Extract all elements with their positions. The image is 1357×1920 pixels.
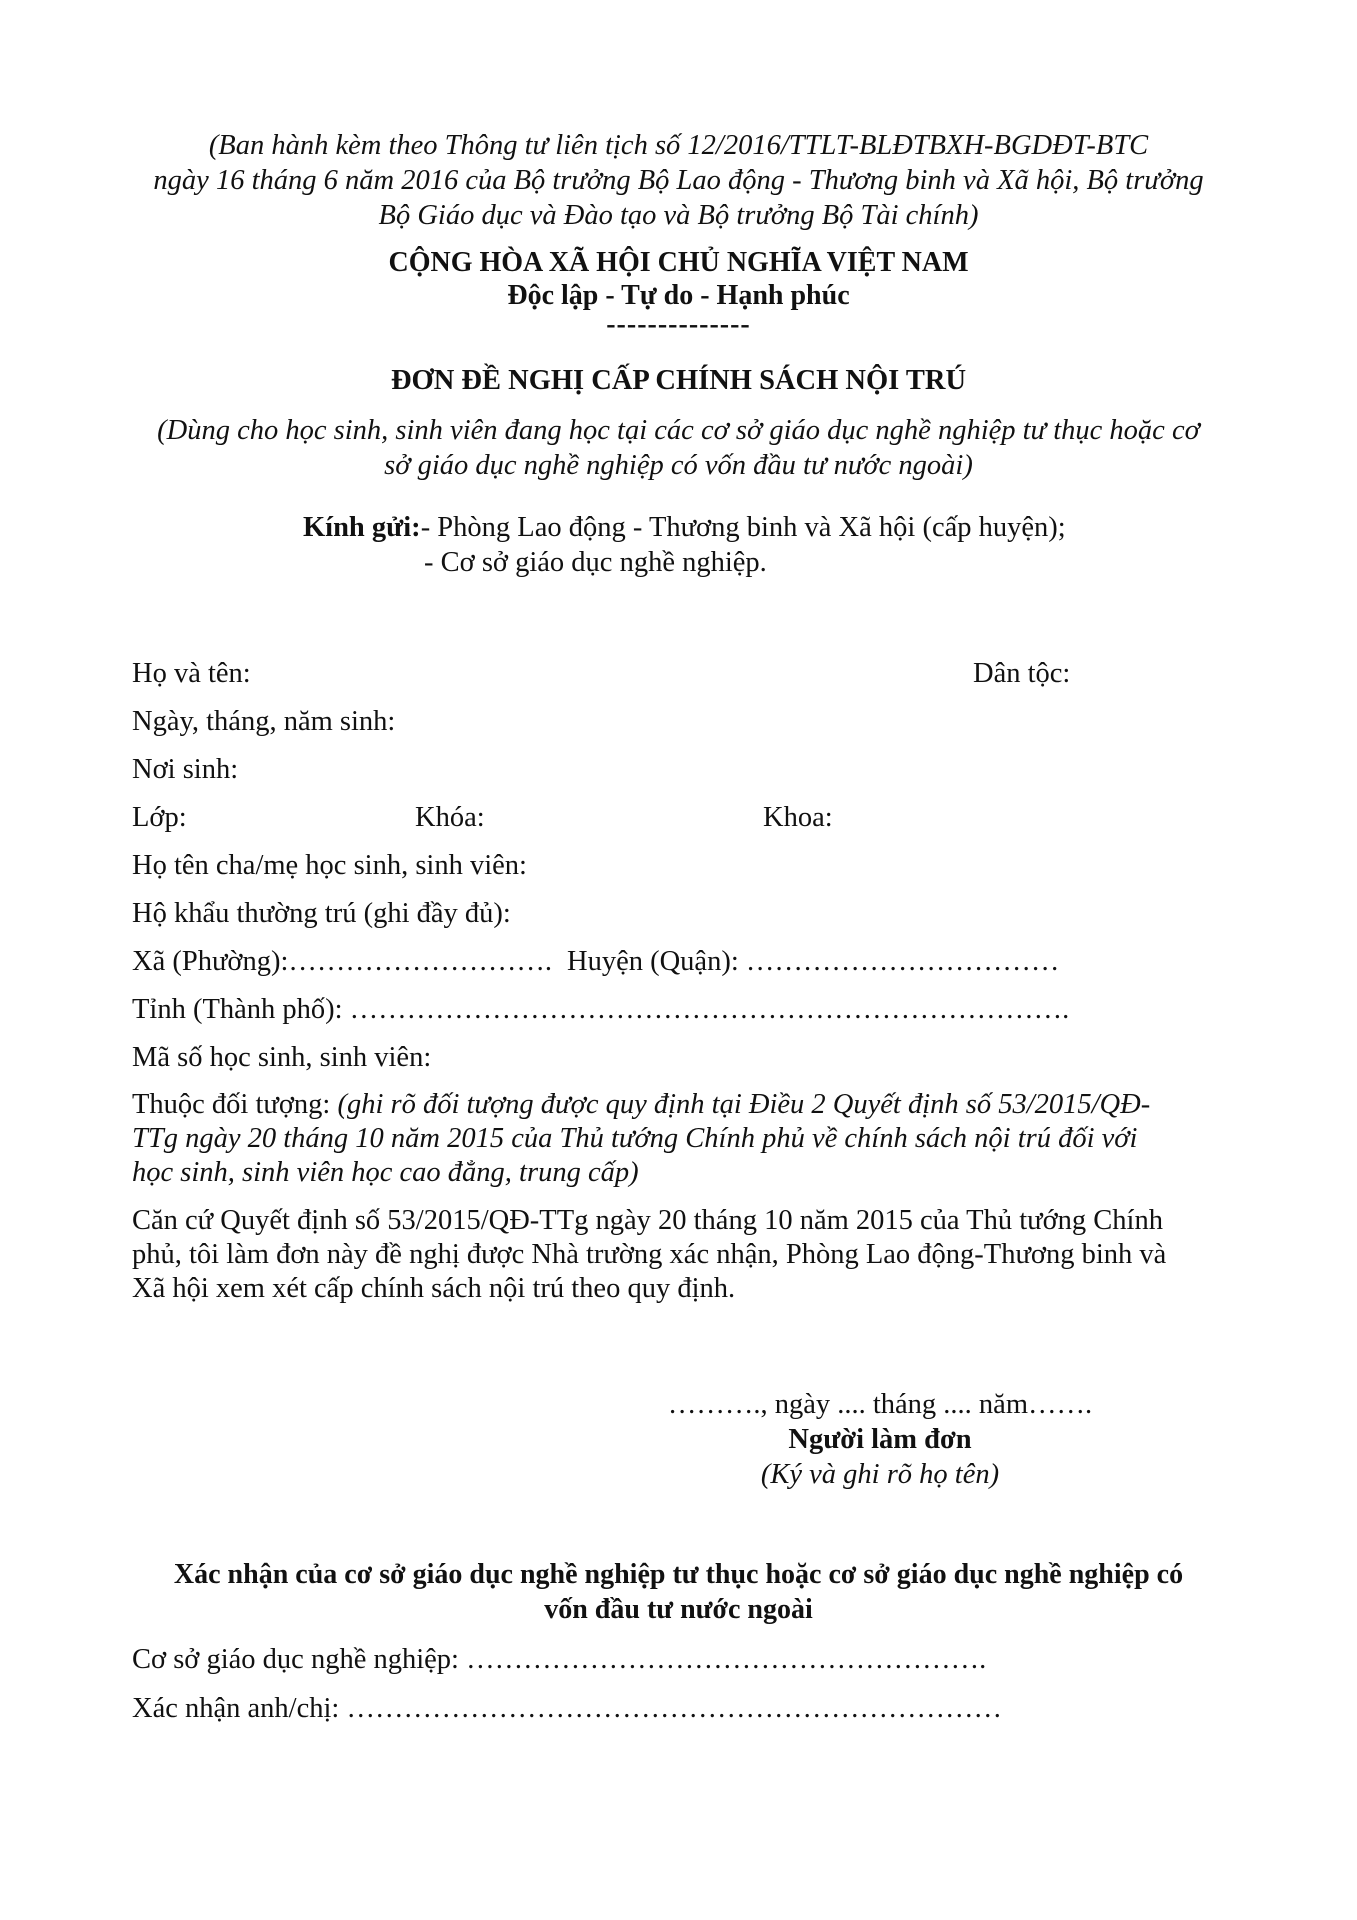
request-line-1: Căn cứ Quyết định số 53/2015/QĐ-TTg ngày 20 tháng 10 năm 2015 của Thủ tướng Chính xyxy=(132,1205,1163,1236)
confirmation-heading xyxy=(100,1557,1257,1627)
target-note-line-1: (ghi rõ đối tượng được quy định tại Điều 2 Quyết định số 53/2015/QĐ- xyxy=(337,1089,1151,1120)
signature-block xyxy=(620,1387,1140,1492)
ethnicity-field: Dân tộc: xyxy=(973,658,1071,689)
confirmation-heading-line-1: Xác nhận của cơ sở giáo dục nghề nghiệp tư thục hoặc cơ sở giáo dục nghề nghiệp có xyxy=(173,1559,1184,1590)
national-header xyxy=(0,246,1357,338)
form-subtitle-line-1: (Dùng cho học sinh, sinh viên đang học tại các cơ sở giáo dục nghề nghiệp tư thục hoặc cơ xyxy=(157,415,1200,446)
target-note-line-3: học sinh, sinh viên học cao đẳng, trung cấp) xyxy=(132,1157,639,1188)
legal-basis-line-1: (Ban hành kèm theo Thông tư liên tịch số 12/2016/TTLT-BLĐTBXH-BGDĐT-BTC xyxy=(208,130,1149,161)
target-group-paragraph xyxy=(132,1088,1242,1190)
nation-name: CỘNG HÒA XÃ HỘI CHỦ NGHĨA VIỆT NAM xyxy=(388,247,969,278)
request-paragraph xyxy=(132,1204,1242,1306)
institution-field: Cơ sở giáo dục nghề nghiệp: ………………………………………………. xyxy=(132,1644,987,1675)
recipient-2: - Cơ sở giáo dục nghề nghiệp. xyxy=(424,547,767,578)
signature-note: (Ký và ghi rõ họ tên) xyxy=(760,1459,1000,1490)
class-field: Lớp: xyxy=(132,802,187,833)
recipient-block xyxy=(303,510,1066,580)
recipient-label: Kính gửi: xyxy=(303,512,421,543)
confirmation-heading-line-2: vốn đầu tư nước ngoài xyxy=(544,1594,813,1625)
form-title: ĐƠN ĐỀ NGHỊ CẤP CHÍNH SÁCH NỘI TRÚ xyxy=(390,365,967,396)
recipient-1: - Phòng Lao động - Thương binh và Xã hội (cấp huyện); xyxy=(420,512,1066,543)
district-field: Huyện (Quận): …………………………… xyxy=(567,946,1060,977)
request-line-2: phủ, tôi làm đơn này đề nghị được Nhà trường xác nhận, Phòng Lao động-Thương binh và xyxy=(132,1239,1167,1270)
form-subtitle xyxy=(100,413,1257,483)
ward-field: Xã (Phường):………………………. xyxy=(132,946,552,977)
student-id-field: Mã số học sinh, sinh viên: xyxy=(132,1042,432,1073)
target-label: Thuộc đối tượng: xyxy=(132,1089,331,1120)
signer-title: Người làm đơn xyxy=(788,1424,972,1455)
faculty-field: Khoa: xyxy=(763,802,833,833)
legal-basis-line-2: ngày 16 tháng 6 năm 2016 của Bộ trưởng Bộ Lao động - Thương binh và Xã hội, Bộ trưởng xyxy=(153,165,1204,196)
full-name-field: Họ và tên: xyxy=(132,658,251,689)
legal-basis-line-3: Bộ Giáo dục và Đào tạo và Bộ trưởng Bộ Tài chính) xyxy=(378,200,979,231)
target-note-line-2: TTg ngày 20 tháng 10 năm 2015 của Thủ tướng Chính phủ về chính sách nội trú đối với xyxy=(132,1123,1138,1154)
request-line-3: Xã hội xem xét cấp chính sách nội trú theo quy định. xyxy=(132,1273,736,1304)
course-field: Khóa: xyxy=(415,802,485,833)
province-field: Tỉnh (Thành phố): …………………………………………………………………. xyxy=(132,994,1070,1025)
dob-field: Ngày, tháng, năm sinh: xyxy=(132,706,396,737)
form-subtitle-line-2: sở giáo dục nghề nghiệp có vốn đầu tư nước ngoài) xyxy=(384,450,973,481)
date-line: ………., ngày .... tháng .... năm……. xyxy=(667,1389,1093,1420)
residence-field: Hộ khẩu thường trú (ghi đầy đủ): xyxy=(132,898,511,929)
legal-basis-note xyxy=(120,128,1237,233)
national-motto: Độc lập - Tự do - Hạnh phúc xyxy=(507,280,850,311)
header-separator: -------------- xyxy=(606,309,751,340)
parent-name-field: Họ tên cha/mẹ học sinh, sinh viên: xyxy=(132,850,527,881)
confirm-person-field: Xác nhận anh/chị: …………………………………………………………… xyxy=(132,1693,1002,1724)
birthplace-field: Nơi sinh: xyxy=(132,754,239,785)
